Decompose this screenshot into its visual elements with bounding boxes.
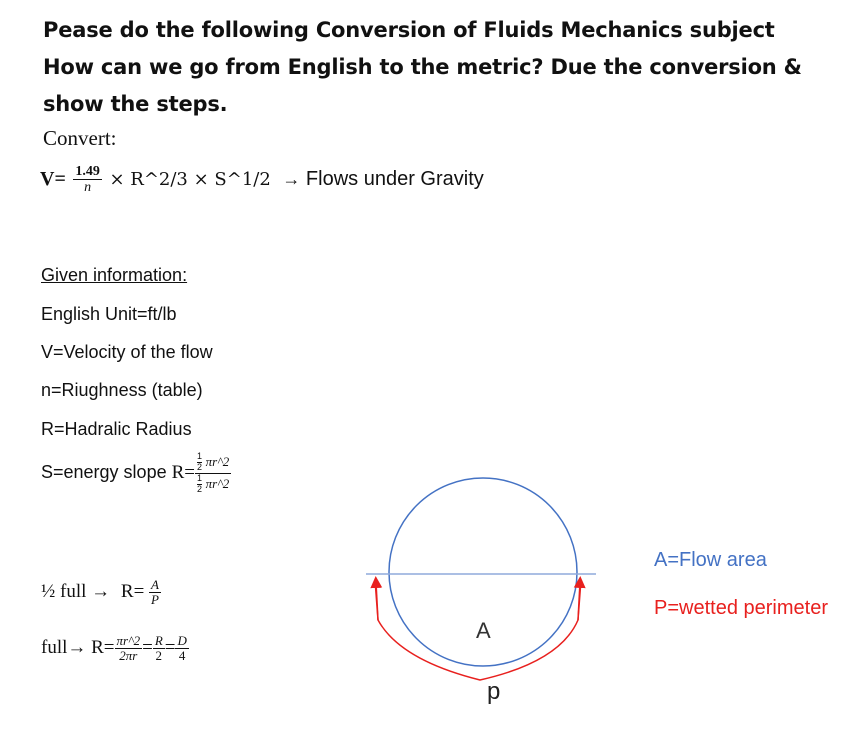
formula-lhs: V=: [40, 168, 66, 191]
given-heading: Given information:: [41, 265, 188, 285]
wetted-arrow-left: [376, 582, 378, 620]
full-f1-den: 2πr: [119, 648, 138, 664]
question-line-3: show the steps.: [43, 92, 228, 116]
given-item: n=Riughness (table): [41, 380, 203, 400]
slope-num-rest: πr^2: [205, 453, 230, 469]
half-denominator: P: [151, 592, 159, 608]
slope-num-half-top: 1: [197, 451, 203, 461]
convert-label: Convert:: [43, 126, 117, 150]
slope-den-rest: πr^2: [205, 475, 230, 491]
arrow-icon: →: [282, 169, 301, 190]
legend-area: A=Flow area: [654, 549, 767, 571]
formula-rest: × R^2/3 × S^1/2: [109, 169, 271, 191]
formula-numerator: 1.49: [75, 164, 100, 179]
legend-perimeter: P=wetted perimeter: [654, 597, 828, 619]
slope-den-half-bottom: 2: [197, 483, 203, 494]
slope-r-eq: R=: [171, 462, 195, 484]
given-item: R=Hadralic Radius: [41, 419, 192, 439]
slope-den-half-top: 1: [197, 472, 203, 483]
full-eq-1: =: [142, 637, 153, 659]
full-f3-den: 4: [178, 648, 186, 664]
area-label: A: [476, 618, 491, 643]
half-r-eq: R=: [120, 581, 145, 603]
wetted-arrow-right: [578, 582, 580, 620]
full-label: full→ R=: [41, 637, 115, 659]
full-f3-num: D: [177, 633, 187, 648]
given-item: English Unit=ft/lb: [41, 304, 177, 324]
full-f1-num: πr^2: [116, 633, 141, 648]
full-f2-den: 2: [155, 648, 163, 664]
perimeter-label: p: [487, 678, 501, 705]
formula-denominator: n: [84, 180, 92, 196]
formula-note: Flows under Gravity: [305, 168, 484, 191]
given-item: V=Velocity of the flow: [41, 342, 213, 362]
full-f2-num: R: [154, 633, 163, 648]
slope-num-half-bottom: 2: [197, 461, 203, 472]
half-full-label: ½ full →: [41, 581, 111, 603]
full-eq-2: =: [164, 637, 176, 659]
question-line-1: Pease do the following Conversion of Fluids Mechanics subject: [43, 18, 775, 42]
half-numerator: A: [151, 577, 159, 592]
question-line-2: How can we go from English to the metric? Due the conversion &: [43, 55, 802, 79]
slope-label: S=energy slope: [41, 462, 167, 483]
